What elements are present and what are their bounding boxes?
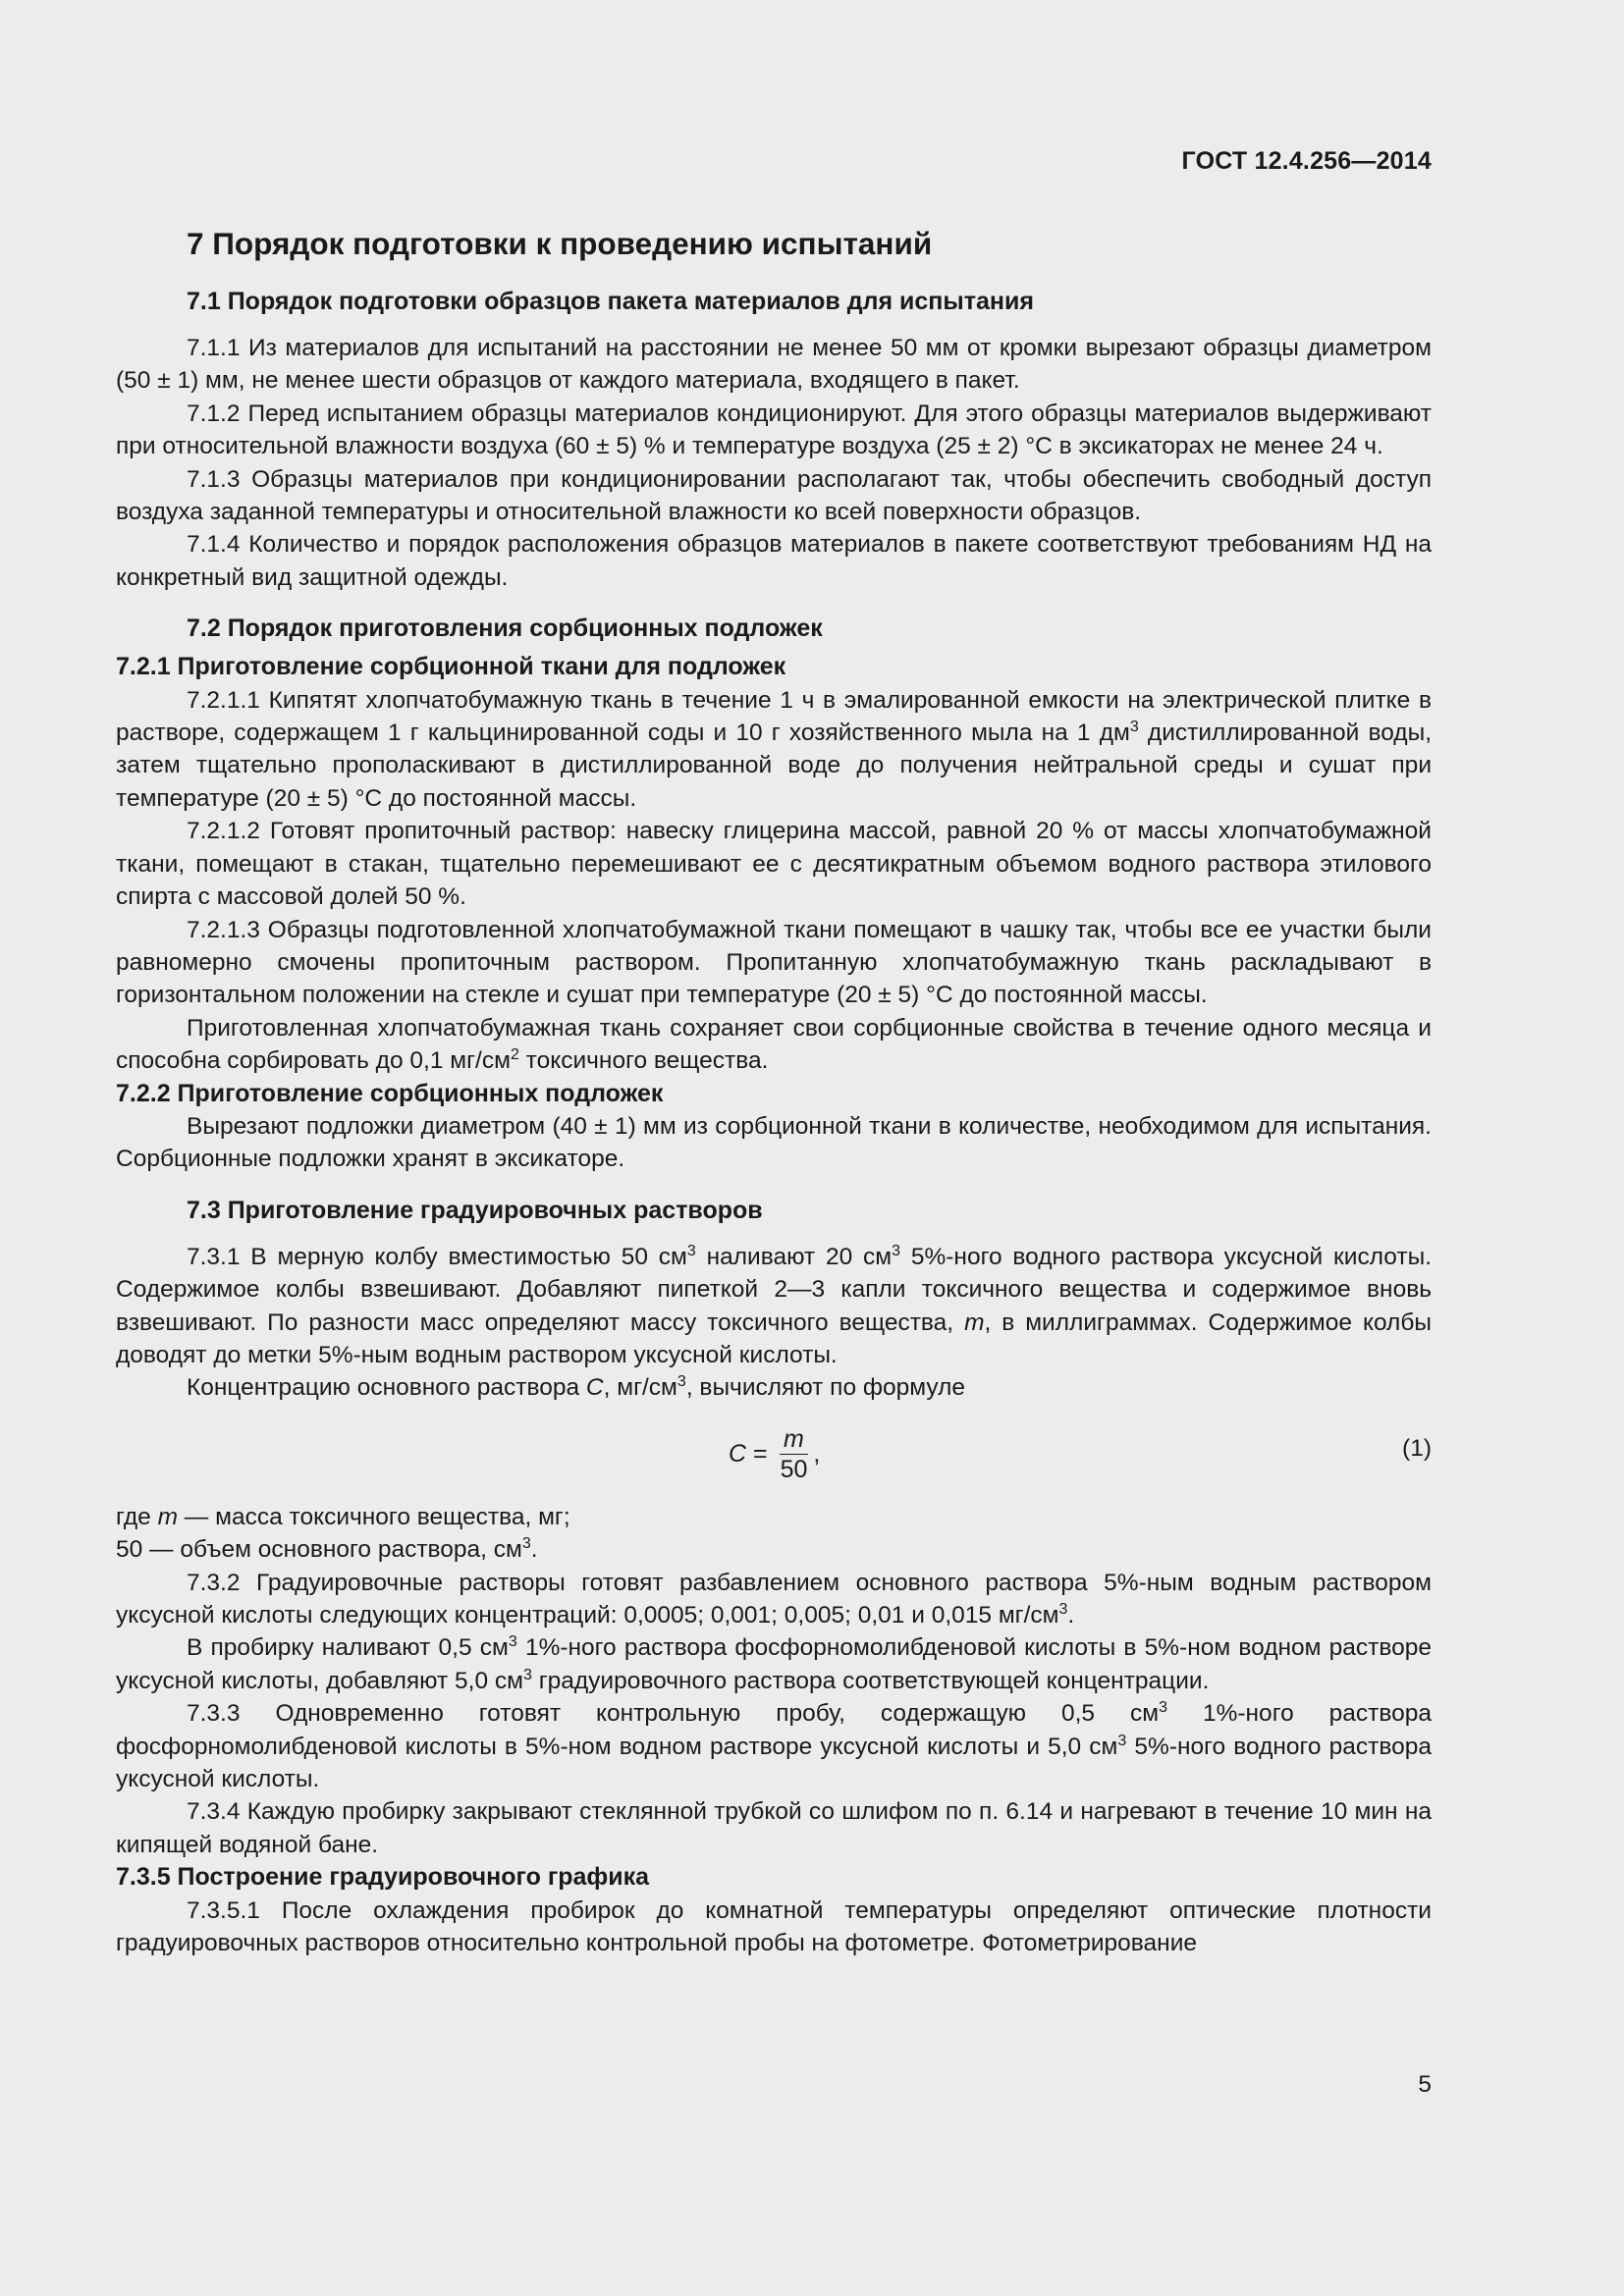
section-7-title: 7 Порядок подготовки к проведению испытаний — [187, 226, 933, 261]
paragraph-7-2-1-3: 7.2.1.3 Образцы подготовленной хлопчатобумажной ткани помещают в чашку так, чтобы все ее участки были равномерно смочены пропиточным раствором. Пропитанную хлопчатобумажную ткань раскладывают в горизонтальном положении на стекле и сушат при температуре (20 ± 5) °С до постоянной массы. — [116, 916, 1432, 1009]
paragraph-7-1-1: 7.1.1 Из материалов для испытаний на расстоянии не менее 50 мм от кромки вырезают образцы диаметром (50 ± 1) мм, не менее шести образцов от каждого материала, входящего в пакет. — [116, 335, 1432, 395]
formula-1 — [116, 1413, 1432, 1501]
page-content — [116, 220, 1432, 1959]
section-7-2-1-title: 7.2.1 Приготовление сорбционной ткани для подложек — [116, 653, 786, 681]
paragraph-test-tube: В пробирку наливают 0,5 $см^3$ 1%-ного раствора фосфорномолибденовой кислоты в 5%-ном водном растворе уксусной кислоты, добавляют 5,0 $см^3$ градуировочного раствора соответствующей концентрации. — [116, 1633, 1432, 1694]
paragraph-7-3-3: 7.3.3 Одновременно готовят контрольную пробу, содержащую 0,5 $см^3$ 1%-ного раствора фосфорномолибденовой кислоты в 5%-ном водном растворе уксусной кислоты и 5,0 $см^3$ 5%-ного водного раствора уксусной кислоты. — [116, 1699, 1433, 1793]
paragraph-7-3-1: 7.3.1 В мерную колбу вместимостью 50 $см^3$ наливают 20 $см^3$ 5%-ного водного раствора уксусной кислоты. Содержимое колбы взвешивают. Добавляют пипеткой 2—3 капли токсичного вещества и содержимое вновь взвешивают. По разности масс определяют массу токсичного вещества, m, в миллиграммах. Содержимое колбы доводят до метки 5%-ным водным раствором уксусной кислоты. — [116, 1242, 1432, 1368]
section-7-3-title: 7.3 Приготовление градуировочных растворов — [187, 1196, 763, 1224]
formula-number: (1) — [1402, 1434, 1432, 1462]
paragraph-7-1-3: 7.1.3 Образцы материалов при кондиционировании располагают так, чтобы обеспечить свободный доступ воздуха заданной температуры и относительной влажности ко всей поверхности образцов. — [116, 465, 1432, 526]
where-m-definition: где m — масса токсичного вещества, мг; — [116, 1503, 570, 1530]
document-code: ГОСТ 12.4.256—2014 — [1181, 147, 1432, 175]
section-7-1-title: 7.1 Порядок подготовки образцов пакета материалов для испытания — [187, 288, 1034, 315]
paragraph-7-3-5-1: 7.3.5.1 После охлаждения пробирок до комнатной температуры определяют оптические плотности градуировочных растворов относительно контрольной пробы на фотометре. Фотометрирование — [116, 1896, 1432, 1957]
section-7-2-title: 7.2 Порядок приготовления сорбционных подложек — [187, 614, 823, 643]
formula-expression: C = $\frac{m}{50}$ , — [729, 1424, 821, 1483]
paragraph-7-2-1-2: 7.2.1.2 Готовят пропиточный раствор: навеску глицерина массой, равной 20 % от массы хлопчатобумажной ткани, помещают в стакан, тщательно перемешивают ее с десятикратным объемом водного раствора этилового спирта с массовой долей 50 %. — [116, 818, 1432, 911]
page-number: 5 — [1418, 2071, 1432, 2098]
paragraph-7-3-4: 7.3.4 Каждую пробирку закрывают стеклянной трубкой со шлифом по п. 6.14 и нагревают в течение 10 мин на кипящей водяной бане. — [116, 1798, 1432, 1858]
paragraph-7-3-2: 7.3.2 Градуировочные растворы готовят разбавлением основного раствора 5%-ным водным раствором уксусной кислоты следующих концентраций: 0,0005; 0,001; 0,005; 0,01 и 0,015 $мг/см^3$. — [116, 1569, 1432, 1629]
paragraph-7-2-1-1: 7.2.1.1 Кипятят хлопчатобумажную ткань в течение 1 ч в эмалированной емкости на электрической плитке в растворе, содержащем 1 г кальцинированной соды и 10 г хозяйственного мыла на 1 $дм^3$ дистиллированной воды, затем тщательно прополаскивают в дистиллированной воде до получения нейтральной среды и сушат при температуре (20 ± 5) °С до постоянной массы. — [116, 686, 1432, 812]
paragraph-concentration: Концентрацию основного раствора C, $мг/см^3$, вычисляют по формуле — [187, 1373, 966, 1402]
section-7-2-2-title: 7.2.2 Приготовление сорбционных подложек — [116, 1079, 664, 1107]
paragraph-fabric-storage: Приготовленная хлопчатобумажная ткань сохраняет свои сорбционные свойства в течение одного месяца и способна сорбировать до 0,1 $мг/см^2$ токсичного вещества. — [116, 1014, 1432, 1075]
paragraph-7-1-2: 7.1.2 Перед испытанием образцы материалов кондиционируют. Для этого образцы материалов выдерживают при относительной влажности воздуха (60 ± 5) % и температуре воздуха (25 ± 2) °С в эксикаторах не менее 24 ч. — [116, 400, 1432, 460]
paragraph-7-1-4: 7.1.4 Количество и порядок расположения образцов материалов в пакете соответствуют требованиям НД на конкретный вид защитной одежды. — [116, 531, 1432, 591]
document-page — [116, 0, 1432, 2296]
paragraph-7-2-2: Вырезают подложки диаметром (40 ± 1) мм из сорбционной ткани в количестве, необходимом для испытания. Сорбционные подложки хранят в эксикаторе. — [116, 1112, 1432, 1173]
section-7-3-5-title: 7.3.5 Построение градуировочного графика — [116, 1863, 650, 1892]
where-50-definition: 50 — объем основного раствора, $см^3$. — [116, 1535, 538, 1564]
formula-fraction: $\frac{m}{50}$ — [780, 1424, 808, 1483]
